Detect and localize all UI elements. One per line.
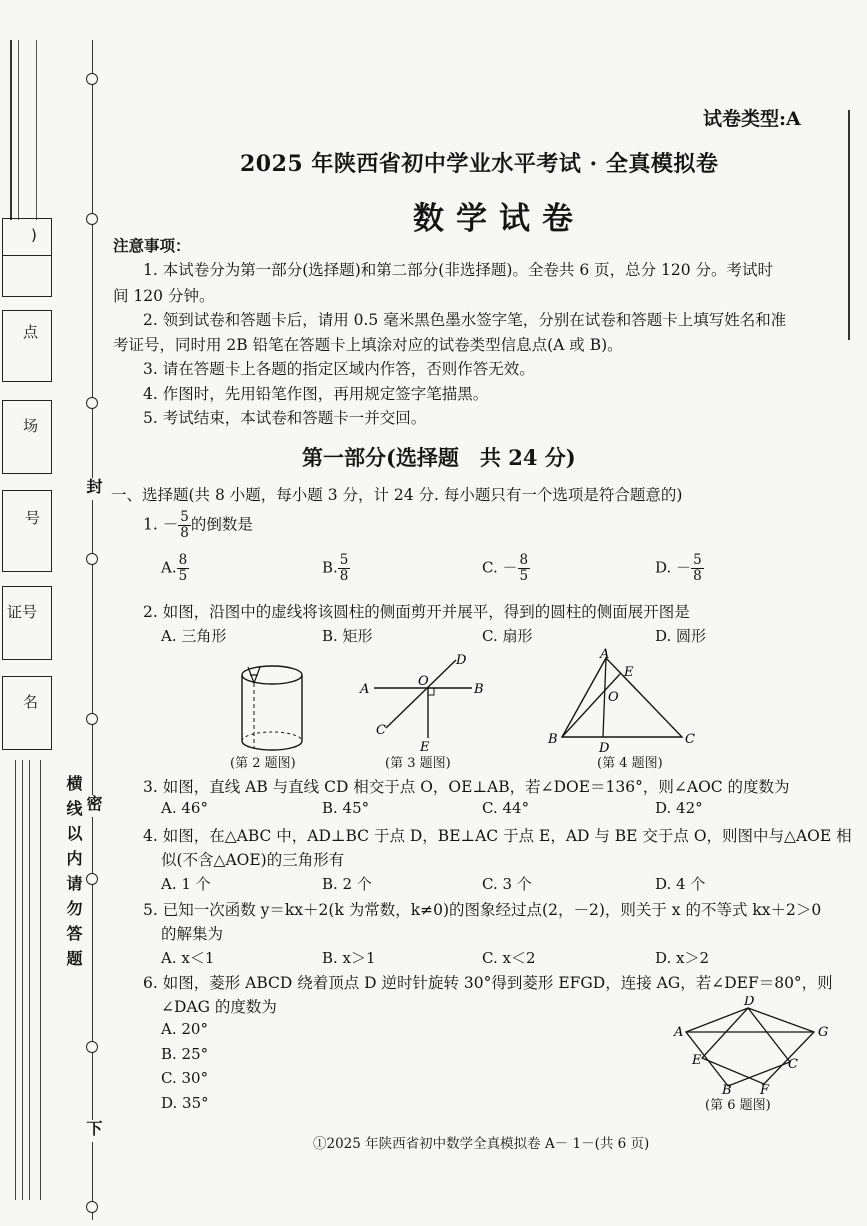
q3-option-d[interactable]: D. 42° [655,799,703,817]
f3-label-a: A [360,682,370,697]
q4-option-a[interactable]: A. 1 个 [161,875,211,893]
q1-option-b[interactable]: B. $\frac{5}{8}$ [322,552,349,584]
exam-title: 2025 年陕西省初中学业水平考试 · 全真模拟卷 [240,151,719,177]
f3-label-o: O [418,674,429,689]
q4-stem-line1: 4. 如图，在△ABC 中，AD⊥BC 于点 D，BE⊥AC 于点 E，AD 与 BE 交于点 O，则图中与△AOE 相 [143,827,852,845]
figure-2-cylinder [222,655,322,765]
q3-option-c[interactable]: C. 44° [482,799,530,817]
notice-item-3: 3. 请在答题卡上各题的指定区域内作答，否则作答无效。 [143,360,535,378]
binding-box-2 [2,254,52,297]
binding-margin [0,0,105,1226]
q5-option-d[interactable]: D. x＞2 [655,949,710,967]
q4-option-b[interactable]: B. 2 个 [322,875,372,893]
q5-stem-line1: 5. 已知一次函数 y＝kx＋2(k 为常数，k≠0)的图象经过点(2，－2)，则关于 x 的不等式 kx＋2＞0 [143,901,822,919]
figure-4-triangle [540,648,710,758]
figure-3-lines [358,648,498,758]
q2-option-d[interactable]: D. 圆形 [655,627,707,645]
q6-stem-line2: ∠DAG 的度数为 [161,998,277,1016]
binding-box-name: 名 [2,676,52,750]
q1-option-d[interactable]: D. － $\frac{5}{8}$ [655,552,702,584]
binding-warning: 横线以内请勿答题 [64,775,83,975]
caption-fig3: (第 3 题图) [385,756,451,771]
f4-label-a: A [600,648,610,662]
f6-label-f: F [760,1083,770,1096]
binding-box-id-number: 证号 [2,586,52,660]
seal-char-mi: 密 [84,795,103,817]
binding-box-1: ) [2,218,52,256]
q4-option-d[interactable]: D. 4 个 [655,875,706,893]
subject-title: 数学试卷 [413,201,585,237]
binding-box-exam-point: 点 [2,310,52,382]
q6-option-a[interactable]: A. 20° [161,1020,208,1038]
paper-type: 试卷类型:A [703,108,801,130]
f3-label-e: E [420,740,430,755]
f6-label-d: D [744,996,755,1009]
notice-item-2a: 2. 领到试卷和答题卡后，请用 0.5 毫米黑色墨水签字笔，分别在试卷和答题卡上填写姓名和准 [143,311,787,329]
q2-stem: 2. 如图，沿图中的虚线将该圆柱的侧面剪开并展平，得到的圆柱的侧面展开图是 [143,603,690,621]
q3-option-b[interactable]: B. 45° [322,799,370,817]
q2-option-b[interactable]: B. 矩形 [322,627,373,645]
f3-label-d: D [456,653,467,668]
q1-option-a[interactable]: A. $\frac{8}{5}$ [161,552,188,584]
f4-label-d: D [599,741,610,756]
q2-option-a[interactable]: A. 三角形 [161,627,227,645]
q4-option-c[interactable]: C. 3 个 [482,875,532,893]
q5-stem-line2: 的解集为 [161,925,224,943]
q5-option-b[interactable]: B. x＞1 [322,949,376,967]
q4-stem-line2: 似(不含△AOE)的三角形有 [161,851,345,869]
f4-label-c: C [685,732,695,747]
q1-stem: 1. － $\frac{5}{8}$ 的倒数是 [143,509,253,541]
f3-label-b: B [474,682,484,697]
q6-option-b[interactable]: B. 25° [161,1045,209,1063]
f6-label-c: C [788,1057,798,1072]
notice-item-4: 4. 作图时，先用铅笔作图，再用规定签字笔描黑。 [143,385,489,403]
f6-label-e: E [692,1053,702,1068]
f6-label-a: A [674,1025,684,1040]
q6-option-c[interactable]: C. 30° [161,1069,209,1087]
f4-label-e: E [624,665,634,680]
q3-option-a[interactable]: A. 46° [161,799,208,817]
q3-stem: 3. 如图，直线 AB 与直线 CD 相交于点 O，OE⊥AB，若∠DOE＝136°，则∠AOC 的度数为 [143,778,790,796]
f6-label-b: B [722,1083,732,1096]
page-footer: ①2025 年陕西省初中数学全真模拟卷 A－ 1－(共 6 页) [313,1136,650,1152]
f4-label-b: B [548,732,558,747]
q6-stem-line1: 6. 如图，菱形 ABCD 绕着顶点 D 逆时针旋转 30°得到菱形 EFGD，连接 AG，若∠DEF＝80°，则 [143,974,833,992]
f6-label-g: G [818,1025,829,1040]
section-heading: 一、选择题(共 8 小题，每小题 3 分，计 24 分. 每小题只有一个选项是符合题意的) [111,486,683,504]
caption-fig6: (第 6 题图) [705,1098,771,1113]
q5-option-a[interactable]: A. x＜1 [161,949,215,967]
binding-box-seat-number: 号 [2,490,52,572]
figure-6-rhombus [672,996,832,1096]
caption-fig2: (第 2 题图) [230,756,296,771]
notice-item-5: 5. 考试结束，本试卷和答题卡一并交回。 [143,409,427,427]
notice-heading: 注意事项： [113,236,191,255]
seal-char-feng: 封 [84,478,103,500]
part1-heading: 第一部分(选择题 共 24 分) [302,445,576,470]
notice-item-2b: 考证号，同时用 2B 铅笔在答题卡上填涂对应的试卷类型信息点(A 或 B)。 [113,336,623,354]
q2-option-c[interactable]: C. 扇形 [482,627,533,645]
q1-option-c[interactable]: C. － $\frac{8}{5}$ [482,552,529,584]
f4-label-o: O [608,690,619,705]
caption-fig4: (第 4 题图) [597,756,663,771]
binding-bottom-char: 下 [84,1120,103,1142]
q5-option-c[interactable]: C. x＜2 [482,949,536,967]
binding-box-exam-room: 场 [2,400,52,474]
q6-option-d[interactable]: D. 35° [161,1094,209,1112]
notice-item-1b: 间 120 分钟。 [113,287,215,305]
f3-label-c: C [376,723,386,738]
notice-item-1a: 1. 本试卷分为第一部分(选择题)和第二部分(非选择题)。全卷共 6 页，总分 120 分。考试时 [143,261,774,279]
